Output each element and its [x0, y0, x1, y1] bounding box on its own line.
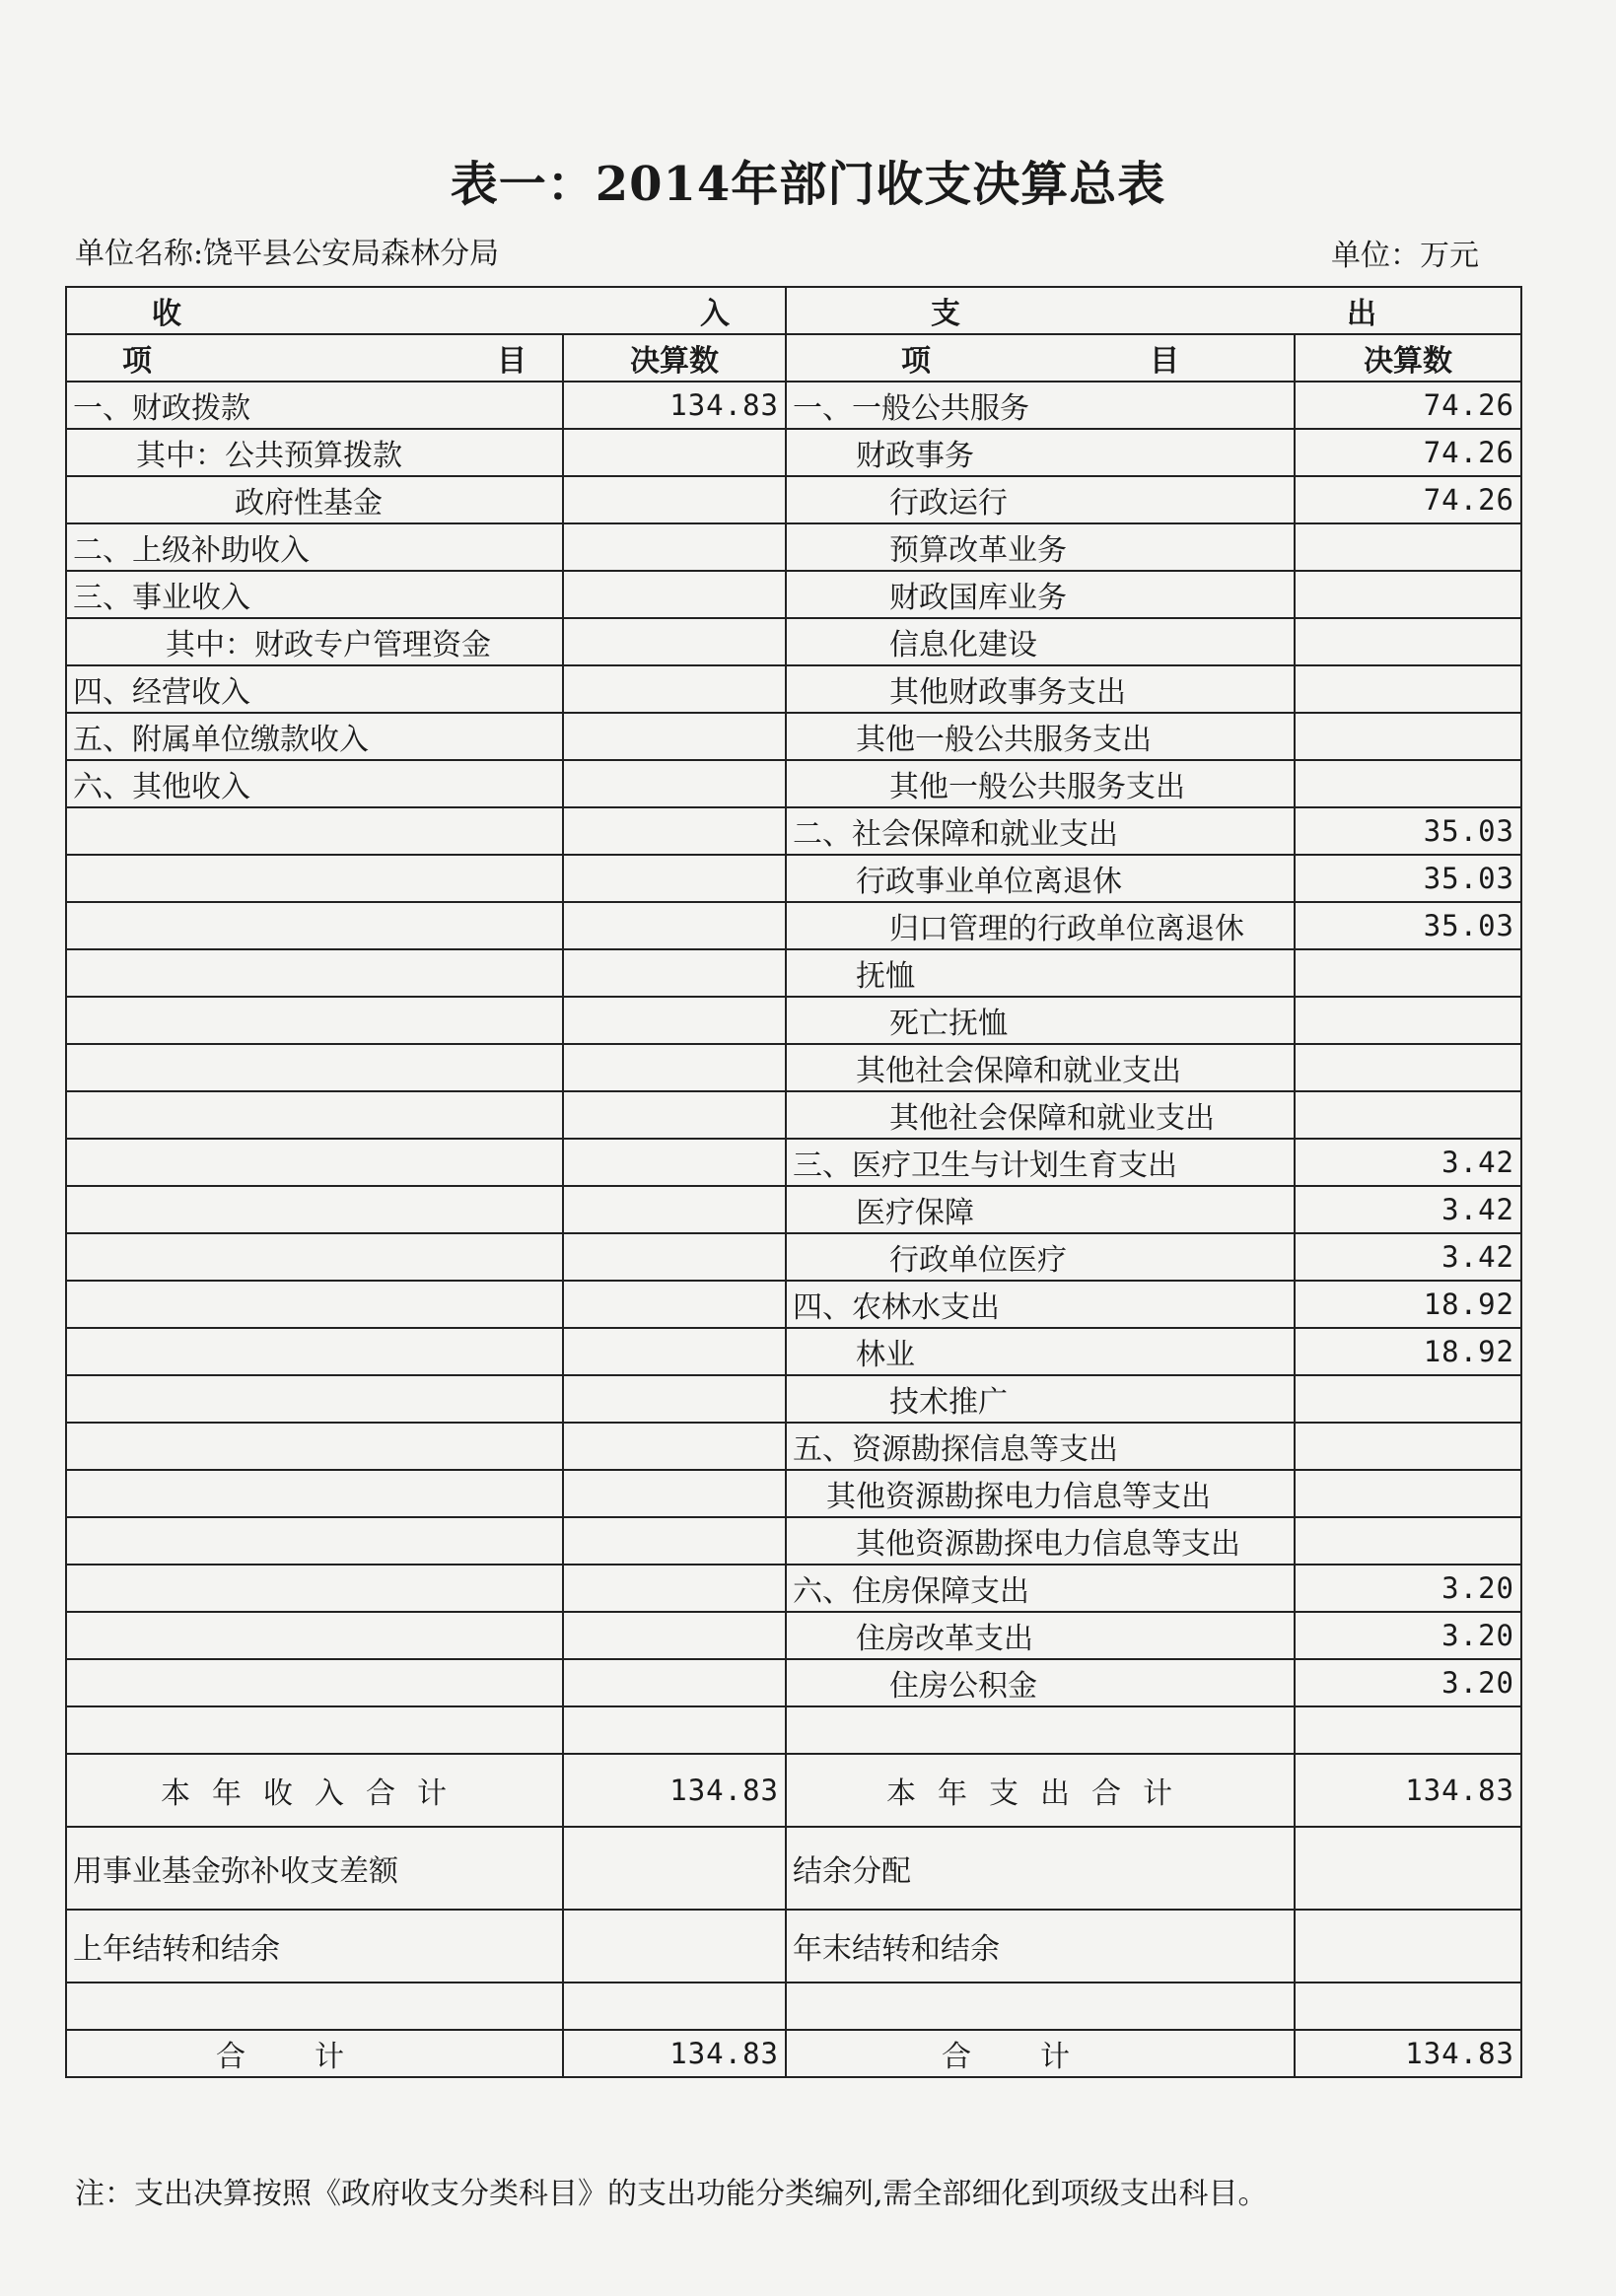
- income-item: [66, 855, 563, 902]
- expense-amount: 74.26: [1295, 476, 1521, 523]
- expense-item: 一、一般公共服务: [786, 382, 1295, 429]
- income-item-header: 项 目: [66, 334, 563, 382]
- income-item: 其中：财政专户管理资金: [66, 618, 563, 665]
- table-row: [66, 997, 1521, 1044]
- table-row: [66, 855, 1521, 902]
- income-item: [66, 997, 563, 1044]
- expense-amount: 3.42: [1295, 1233, 1521, 1281]
- income-amount: [563, 1706, 786, 1754]
- income-item: 二、上级补助收入: [66, 523, 563, 571]
- expense-amount: 3.42: [1295, 1139, 1521, 1186]
- income-amount: 134.83: [563, 382, 786, 429]
- expense-item: 行政事业单位离退休: [786, 855, 1295, 902]
- income-item: [66, 1281, 563, 1328]
- grand-expense-label: 合计: [786, 2030, 1295, 2077]
- expense-item: 行政运行: [786, 476, 1295, 523]
- income-item: 其中：公共预算拨款: [66, 429, 563, 476]
- income-item: [66, 1612, 563, 1659]
- table-row: [66, 1328, 1521, 1375]
- expense-amount: [1295, 997, 1521, 1044]
- income-amount: [563, 665, 786, 713]
- income-item: [66, 902, 563, 949]
- income-amount: [563, 523, 786, 571]
- carry-out-label: 年末结转和结余: [786, 1910, 1295, 1983]
- expense-item: 四、农林水支出: [786, 1281, 1295, 1328]
- expense-amount: 3.20: [1295, 1612, 1521, 1659]
- income-amount: [563, 1612, 786, 1659]
- expense-header: 支 出: [786, 287, 1521, 334]
- expense-item: 六、住房保障支出: [786, 1565, 1295, 1612]
- expense-item: 医疗保障: [786, 1186, 1295, 1233]
- expense-amount: [1295, 1706, 1521, 1754]
- table-row: [66, 1281, 1521, 1328]
- expense-item: 住房公积金: [786, 1659, 1295, 1706]
- table-row: [66, 429, 1521, 476]
- expense-amount: [1295, 760, 1521, 807]
- expense-amount: [1295, 1470, 1521, 1517]
- expense-item: 二、社会保障和就业支出: [786, 807, 1295, 855]
- table-row: [66, 665, 1521, 713]
- grand-income-value: 134.83: [563, 2030, 786, 2077]
- fund-row: [66, 1827, 1521, 1910]
- income-amount: [563, 1281, 786, 1328]
- table-row: [66, 1044, 1521, 1091]
- income-item: [66, 1659, 563, 1706]
- table-row: [66, 476, 1521, 523]
- table-row: [66, 760, 1521, 807]
- budget-table: [65, 286, 1522, 2078]
- expense-item: 预算改革业务: [786, 523, 1295, 571]
- expense-amount: 18.92: [1295, 1328, 1521, 1375]
- expense-item: 行政单位医疗: [786, 1233, 1295, 1281]
- income-item: [66, 1375, 563, 1423]
- expense-item: [786, 1706, 1295, 1754]
- expense-item: 抚恤: [786, 949, 1295, 997]
- expense-item: 其他一般公共服务支出: [786, 713, 1295, 760]
- grand-total-row: [66, 2030, 1521, 2077]
- expense-amount: [1295, 713, 1521, 760]
- expense-item: 五、资源勘探信息等支出: [786, 1423, 1295, 1470]
- income-amount: [563, 1517, 786, 1565]
- expense-amount: [1295, 571, 1521, 618]
- income-item: [66, 1328, 563, 1375]
- expense-item: 其他一般公共服务支出: [786, 760, 1295, 807]
- income-item: [66, 807, 563, 855]
- expense-amount: 3.42: [1295, 1186, 1521, 1233]
- table-row: [66, 1659, 1521, 1706]
- expense-amount: [1295, 949, 1521, 997]
- expense-amount: 35.03: [1295, 807, 1521, 855]
- table-row: [66, 1565, 1521, 1612]
- expense-amount: [1295, 523, 1521, 571]
- table-row: [66, 382, 1521, 429]
- fund-value: [563, 1827, 786, 1910]
- expense-item-header: 项 目: [786, 334, 1295, 382]
- blank-row: [66, 1983, 1521, 2030]
- expense-amount: [1295, 618, 1521, 665]
- income-amount: [563, 1091, 786, 1139]
- table-row: [66, 949, 1521, 997]
- income-amount: [563, 1044, 786, 1091]
- unit-name: 单位名称:饶平县公安局森林分局: [75, 237, 500, 271]
- income-amount: [563, 1233, 786, 1281]
- income-item: 一、财政拨款: [66, 382, 563, 429]
- table-row: [66, 1423, 1521, 1470]
- income-amount: [563, 1470, 786, 1517]
- expense-amount: [1295, 1044, 1521, 1091]
- expense-amount: 35.03: [1295, 855, 1521, 902]
- header-row-1: [66, 287, 1521, 334]
- expense-amount: [1295, 1423, 1521, 1470]
- income-amount: [563, 855, 786, 902]
- expense-item: 技术推广: [786, 1375, 1295, 1423]
- expense-amount: [1295, 665, 1521, 713]
- carry-row: [66, 1910, 1521, 1983]
- income-amount: [563, 1423, 786, 1470]
- table-row: [66, 807, 1521, 855]
- expense-amount: 74.26: [1295, 429, 1521, 476]
- expense-amount: [1295, 1375, 1521, 1423]
- expense-amount: 18.92: [1295, 1281, 1521, 1328]
- expense-item: 其他资源勘探电力信息等支出: [786, 1517, 1295, 1565]
- grand-income-label: 合计: [66, 2030, 563, 2077]
- table-row: [66, 1517, 1521, 1565]
- income-total-label: 本年收入合计: [66, 1754, 563, 1827]
- table-row: [66, 571, 1521, 618]
- expense-item: 财政事务: [786, 429, 1295, 476]
- income-amount: [563, 807, 786, 855]
- income-amount: [563, 713, 786, 760]
- income-amount: [563, 476, 786, 523]
- income-item: 政府性基金: [66, 476, 563, 523]
- expense-amount: [1295, 1091, 1521, 1139]
- income-item: [66, 949, 563, 997]
- income-total-value: 134.83: [563, 1754, 786, 1827]
- expense-item: 其他财政事务支出: [786, 665, 1295, 713]
- expense-amount: [1295, 1517, 1521, 1565]
- income-item: [66, 1470, 563, 1517]
- table-row: [66, 1233, 1521, 1281]
- expense-item: 其他社会保障和就业支出: [786, 1044, 1295, 1091]
- income-amount: [563, 1328, 786, 1375]
- expense-amount: 3.20: [1295, 1565, 1521, 1612]
- income-header: 收 入: [66, 287, 786, 334]
- table-row: [66, 1706, 1521, 1754]
- carry-in-label: 上年结转和结余: [66, 1910, 563, 1983]
- table-row: [66, 1139, 1521, 1186]
- expense-item: 其他资源勘探电力信息等支出: [786, 1470, 1295, 1517]
- income-item: [66, 1706, 563, 1754]
- grand-expense-value: 134.83: [1295, 2030, 1521, 2077]
- header-row-2: [66, 334, 1521, 382]
- income-item: 三、事业收入: [66, 571, 563, 618]
- income-item: [66, 1091, 563, 1139]
- expense-total-value: 134.83: [1295, 1754, 1521, 1827]
- income-amount: [563, 1659, 786, 1706]
- income-item: [66, 1423, 563, 1470]
- table-row: [66, 1470, 1521, 1517]
- expense-amount: 35.03: [1295, 902, 1521, 949]
- unit-label: 单位：万元: [1331, 239, 1479, 273]
- surplus-value: [1295, 1827, 1521, 1910]
- income-amount: [563, 618, 786, 665]
- income-amount: [563, 997, 786, 1044]
- income-amount: [563, 902, 786, 949]
- expense-item: 归口管理的行政单位离退休: [786, 902, 1295, 949]
- expense-item: 其他社会保障和就业支出: [786, 1091, 1295, 1139]
- income-item: [66, 1139, 563, 1186]
- income-item: [66, 1233, 563, 1281]
- income-amount-header: 决算数: [563, 334, 786, 382]
- income-amount: [563, 1375, 786, 1423]
- income-item: 四、经营收入: [66, 665, 563, 713]
- expense-item: 财政国库业务: [786, 571, 1295, 618]
- income-amount: [563, 1565, 786, 1612]
- annual-total-row: [66, 1754, 1521, 1827]
- expense-total-label: 本年支出合计: [786, 1754, 1295, 1827]
- expense-item: 三、医疗卫生与计划生育支出: [786, 1139, 1295, 1186]
- table-row: [66, 713, 1521, 760]
- table-row: [66, 1186, 1521, 1233]
- table-row: [66, 523, 1521, 571]
- expense-amount: 74.26: [1295, 382, 1521, 429]
- income-item: [66, 1565, 563, 1612]
- income-item: [66, 1186, 563, 1233]
- surplus-label: 结余分配: [786, 1827, 1295, 1910]
- income-item: 六、其他收入: [66, 760, 563, 807]
- table-row: [66, 1612, 1521, 1659]
- table-row: [66, 618, 1521, 665]
- income-amount: [563, 429, 786, 476]
- income-amount: [563, 1139, 786, 1186]
- table-row: [66, 1091, 1521, 1139]
- table-row: [66, 1375, 1521, 1423]
- expense-amount-header: 决算数: [1295, 334, 1521, 382]
- carry-out-value: [1295, 1910, 1521, 1983]
- fund-label: 用事业基金弥补收支差额: [66, 1827, 563, 1910]
- carry-in-value: [563, 1910, 786, 1983]
- income-item: [66, 1517, 563, 1565]
- income-amount: [563, 571, 786, 618]
- income-amount: [563, 949, 786, 997]
- expense-item: 信息化建设: [786, 618, 1295, 665]
- page-title: 表一：2014年部门收支决算总表: [450, 157, 1166, 212]
- footnote: 注：支出决算按照《政府收支分类科目》的支出功能分类编列,需全部细化到项级支出科目。: [75, 2177, 1268, 2211]
- income-item: [66, 1044, 563, 1091]
- income-item: 五、附属单位缴款收入: [66, 713, 563, 760]
- expense-amount: 3.20: [1295, 1659, 1521, 1706]
- income-amount: [563, 1186, 786, 1233]
- expense-item: 林业: [786, 1328, 1295, 1375]
- table-row: [66, 902, 1521, 949]
- income-amount: [563, 760, 786, 807]
- expense-item: 住房改革支出: [786, 1612, 1295, 1659]
- expense-item: 死亡抚恤: [786, 997, 1295, 1044]
